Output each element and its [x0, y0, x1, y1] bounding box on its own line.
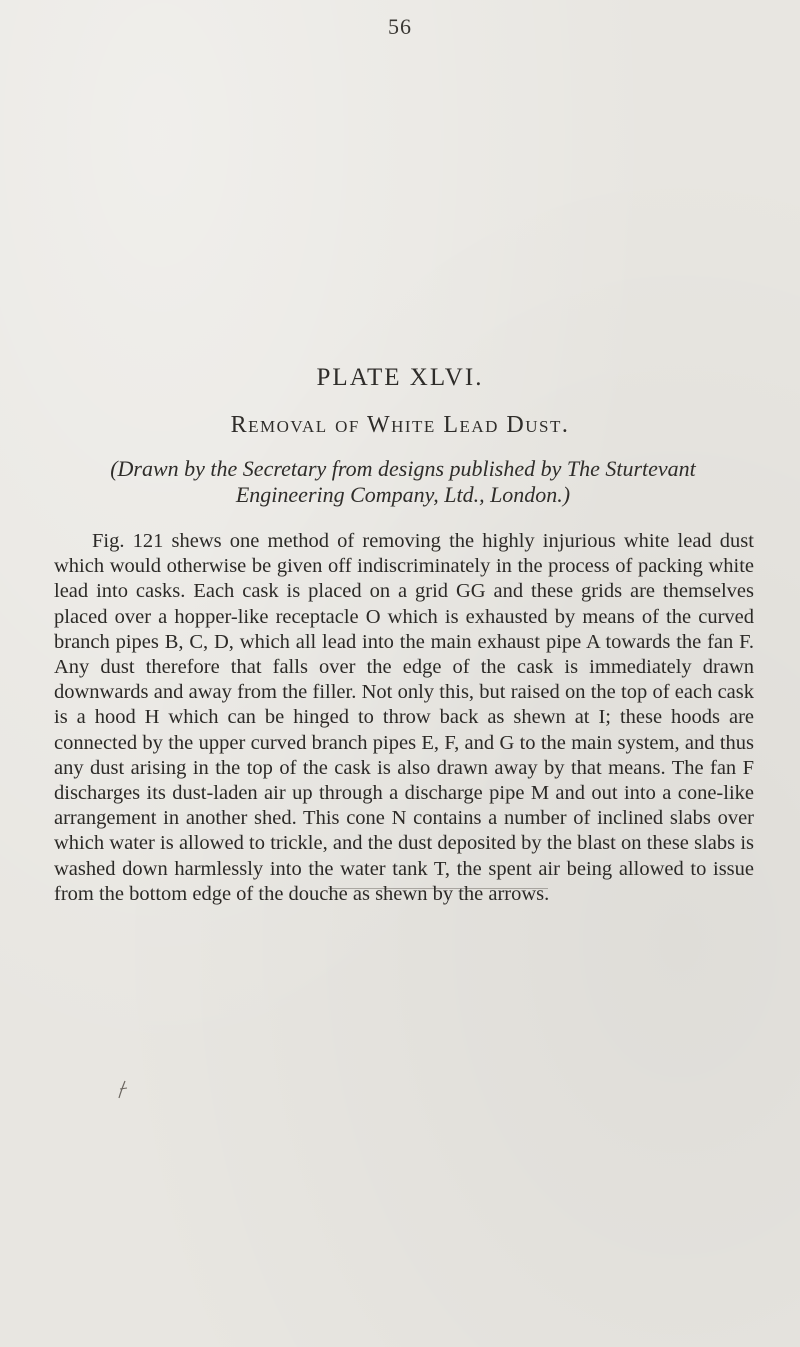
section-subtitle: Removal of White Lead Dust. [230, 412, 570, 438]
plate-title: PLATE XLVI. [316, 364, 484, 391]
credit-line: (Drawn by the Secretary from designs published by The Sturtevant Engineering Company, Ltd., London.) [110, 456, 696, 507]
faint-rule [328, 888, 548, 889]
page-number: 56 [388, 14, 412, 39]
body-paragraph: Fig. 121 shews one method of removing the highly injurious white lead dust which would otherwise be given off indiscriminately in the process of packing white lead into casks. Each cask is placed on a grid GG and these grids are themselves placed over a hopper-like receptacle O which is exhausted by means of the curved branch pipes B, C, D, which all lead into the main exhaust pipe A towards the fan F. Any dust therefore that falls over the edge of the cask is immediately drawn downwards and away from the filler. Not only this, but raised on the top of each cask is a hood H which can be hinged to throw back as shewn at I; these hoods are connected by the upper curved branch pipes E, F, and G to the main system, and thus any dust arising in the top of the cask is also drawn away by that means. The fan F discharges its dust-laden air up through a discharge pipe M and out into a cone-like arrangement in another shed. This cone N contains a number of inclined slabs over which water is allowed to trickle, and the dust deposited by the blast on these slabs is washed down harmlessly into the water tank T, the spent air being allowed to issue from the bottom edge of the douche as shewn by the arrows. [54, 530, 754, 905]
ink-mark [116, 1080, 130, 1100]
